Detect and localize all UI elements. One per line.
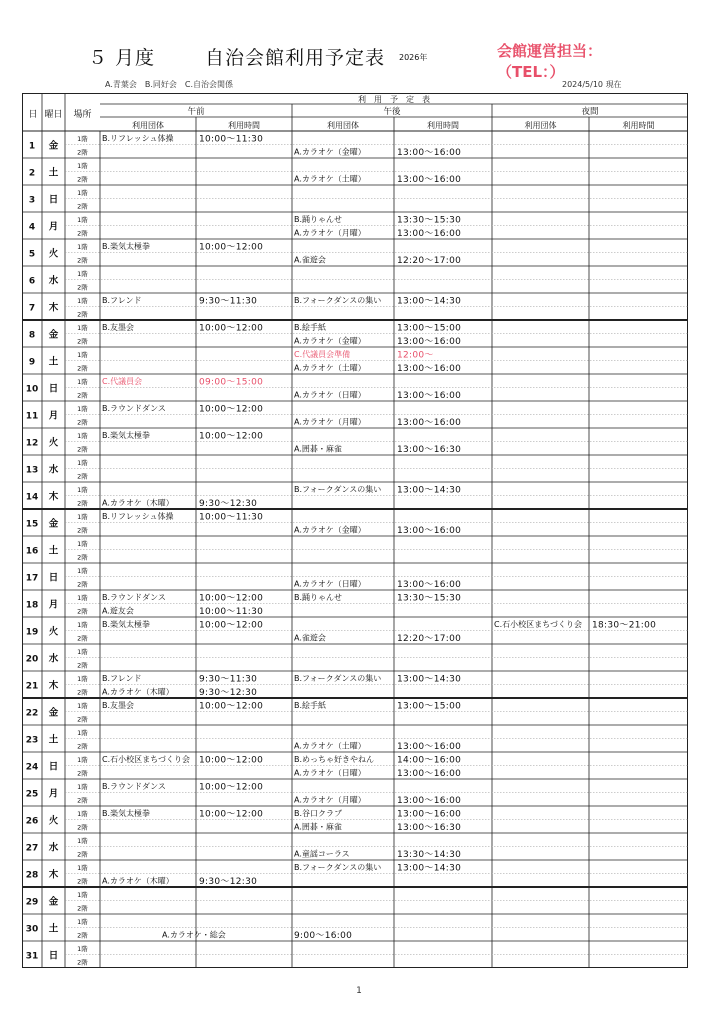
booking-group: A.カラオケ（月曜）	[294, 417, 366, 427]
weekday: 水	[48, 464, 59, 476]
floor-2-label: 2階	[77, 148, 88, 157]
weekday: 木	[48, 302, 59, 314]
booking-time: 09:00～15:00	[199, 377, 264, 388]
booking-group: A.雀遊会	[294, 633, 326, 643]
col-time-header: 利用時間	[427, 121, 459, 130]
booking-time: 13:00～16:00	[397, 809, 462, 820]
floor-2-label: 2階	[77, 931, 88, 940]
day-number: 28	[25, 870, 39, 881]
tel-label: （TEL：）	[497, 63, 565, 81]
floor-2-label: 2階	[77, 445, 88, 454]
weekday: 日	[48, 194, 59, 206]
floor-2-label: 2階	[77, 580, 88, 589]
booking-group: B.踊りゃんせ	[294, 215, 343, 224]
booking-group: A.カラオケ（金曜）	[294, 525, 366, 535]
booking-time: 13:00～15:00	[397, 701, 462, 712]
floor-2-label: 2階	[77, 310, 88, 319]
day-number: 16	[25, 546, 39, 557]
weekday: 土	[48, 545, 59, 557]
day-number: 31	[25, 951, 39, 962]
floor-2-label: 2階	[77, 769, 88, 778]
booking-time: 12:20～17:00	[397, 256, 462, 266]
booking-time: 13:00～14:30	[397, 863, 462, 874]
floor-2-label: 2階	[77, 229, 88, 238]
floor-1-label: 1階	[77, 864, 88, 872]
booking-time: 12:20～17:00	[397, 634, 462, 644]
floor-1-label: 1階	[77, 783, 88, 791]
booking-time: 10:00～11:30	[199, 512, 264, 523]
booking-time: 10:00～12:00	[199, 593, 264, 604]
booking-group: B.楽気太極拳	[102, 620, 151, 629]
day-number: 19	[25, 627, 39, 638]
day-number: 24	[25, 762, 39, 773]
floor-1-label: 1階	[77, 216, 88, 224]
col-place-header: 場所	[73, 110, 92, 120]
booking-time: 13:00～16:00	[397, 580, 462, 590]
day-number: 4	[28, 222, 36, 233]
floor-2-label: 2階	[77, 418, 88, 427]
booking-group: B.ラウンドダンス	[102, 593, 166, 602]
booking-group: B.フレンド	[102, 296, 142, 305]
weekday: 水	[48, 842, 59, 854]
booking-group: B.リフレッシュ体操	[102, 134, 174, 143]
booking-group: A.カラオケ（日曜）	[294, 579, 366, 589]
weekday: 金	[48, 896, 59, 908]
day-number: 20	[25, 654, 39, 665]
booking-time: 13:00～16:30	[397, 445, 462, 455]
booking-time: 13:00～16:00	[397, 175, 462, 185]
booking-time: 14:00～16:00	[397, 755, 462, 766]
booking-time: 10:00～12:00	[199, 404, 264, 415]
day-number: 17	[25, 573, 39, 584]
booking-group: B.踊りゃんせ	[294, 593, 343, 602]
day-number: 8	[28, 330, 36, 341]
day-number: 6	[28, 276, 36, 287]
weekday: 土	[48, 167, 59, 179]
schedule-table	[22, 93, 688, 968]
booking-group: C.代議員会準備	[294, 350, 351, 359]
floor-1-label: 1階	[77, 378, 88, 386]
weekday: 水	[48, 653, 59, 665]
floor-1-label: 1階	[77, 594, 88, 602]
floor-2-label: 2階	[77, 715, 88, 724]
booking-group: A.童謡コーラス	[294, 849, 350, 859]
floor-2-label: 2階	[77, 796, 88, 805]
morning-header: 午前	[187, 107, 205, 117]
day-number: 23	[25, 735, 39, 746]
floor-2-label: 2階	[77, 607, 88, 616]
weekday: 月	[48, 599, 59, 611]
floor-2-label: 2階	[77, 553, 88, 562]
day-number: 29	[25, 897, 39, 908]
booking-group: B.友墨会	[102, 701, 135, 710]
booking-group: B.フォークダンスの集い	[294, 863, 382, 872]
floor-1-label: 1階	[77, 162, 88, 170]
floor-1-label: 1階	[77, 486, 88, 494]
floor-1-label: 1階	[77, 540, 88, 548]
booking-time: 13:00～16:00	[397, 148, 462, 158]
day-number: 14	[25, 492, 39, 503]
booking-time: 10:00～12:00	[199, 431, 264, 442]
booking-group: A.カラオケ（木曜）	[102, 687, 174, 697]
day-number: 9	[28, 357, 36, 368]
booking-group: A.カラオケ（日曜）	[294, 768, 366, 778]
weekday: 火	[48, 248, 59, 260]
booking-group: B.絵手紙	[294, 701, 327, 710]
weekday: 金	[48, 707, 59, 719]
weekday: 金	[48, 518, 59, 530]
booking-group: C.代議員会	[102, 377, 143, 386]
weekday: 土	[48, 923, 59, 935]
booking-group: B.ラウンドダンス	[102, 404, 166, 413]
booking-time: 9:30～11:30	[199, 674, 258, 685]
day-number: 5	[28, 249, 36, 260]
booking-time: 10:00～12:00	[199, 701, 264, 712]
weekday: 月	[48, 788, 59, 800]
booking-time: 13:00～14:30	[397, 674, 462, 685]
booking-time: 13:00～14:30	[397, 296, 462, 307]
floor-2-label: 2階	[77, 391, 88, 400]
floor-2-label: 2階	[77, 850, 88, 859]
floor-1-label: 1階	[77, 891, 88, 899]
floor-2-label: 2階	[77, 499, 88, 508]
usage-plan-header: 利 用 予 定 表	[358, 95, 430, 104]
floor-1-label: 1階	[77, 270, 88, 278]
booking-group: A.囲碁・麻雀	[294, 822, 342, 832]
floor-1-label: 1階	[77, 189, 88, 197]
booking-group: A.カラオケ（月曜）	[294, 795, 366, 805]
booking-time: 9:30～11:30	[199, 296, 258, 307]
floor-1-label: 1階	[77, 621, 88, 629]
booking-group: B.リフレッシュ体操	[102, 512, 174, 521]
page-header	[0, 0, 718, 95]
booking-time: 9:30～12:30	[199, 499, 258, 509]
floor-2-label: 2階	[77, 634, 88, 643]
booking-time: 13:30～15:30	[397, 215, 462, 226]
booking-time: 9:30～12:30	[199, 688, 258, 698]
weekday: 木	[48, 869, 59, 881]
floor-2-label: 2階	[77, 526, 88, 535]
booking-group: A.カラオケ・総会	[162, 930, 226, 940]
as-of-date: 2024/5/10 現在	[562, 80, 622, 89]
booking-group: C.石小校区まちづくり会	[494, 620, 583, 629]
booking-group: B.フレンド	[102, 674, 142, 683]
floor-2-label: 2階	[77, 877, 88, 886]
weekday: 木	[48, 680, 59, 692]
booking-time: 18:30～21:00	[592, 620, 657, 631]
floor-1-label: 1階	[77, 405, 88, 413]
floor-2-label: 2階	[77, 688, 88, 697]
weekday: 火	[48, 626, 59, 638]
floor-2-label: 2階	[77, 823, 88, 832]
weekday: 日	[48, 950, 59, 962]
floor-1-label: 1階	[77, 324, 88, 332]
month-label: ５ 月度	[88, 47, 156, 69]
day-number: 15	[25, 519, 39, 530]
booking-group: C.石小校区まちづくり会	[102, 755, 191, 764]
manager-label: 会館運営担当：	[497, 42, 603, 60]
legend: A.青葉会 B.同好会 C.自治会関係	[105, 80, 234, 89]
booking-time: 10:00～11:30	[199, 134, 264, 145]
booking-time: 13:00～16:00	[397, 391, 462, 401]
booking-time: 13:00～15:00	[397, 323, 462, 334]
col-time-header: 利用時間	[228, 121, 260, 130]
booking-group: B.楽気太極拳	[102, 242, 151, 251]
day-number: 3	[28, 195, 36, 206]
booking-time: 13:00～16:00	[397, 418, 462, 428]
booking-group: A.カラオケ（月曜）	[294, 228, 366, 238]
booking-group: B.フォークダンスの集い	[294, 485, 382, 494]
floor-1-label: 1階	[77, 432, 88, 440]
floor-1-label: 1階	[77, 918, 88, 926]
booking-time: 10:00～12:00	[199, 755, 264, 766]
booking-group: A.雀遊会	[294, 255, 326, 265]
col-group-header: 利用団体	[327, 121, 359, 130]
weekday: 月	[48, 221, 59, 233]
floor-1-label: 1階	[77, 513, 88, 521]
booking-time: 13:30～15:30	[397, 593, 462, 604]
day-number: 7	[28, 303, 36, 314]
booking-group: A.カラオケ（金曜）	[294, 147, 366, 157]
booking-time: 13:00～16:00	[397, 229, 462, 239]
day-number: 10	[25, 384, 39, 395]
booking-time: 13:00～16:00	[397, 337, 462, 347]
weekday: 日	[48, 383, 59, 395]
booking-time: 12:00～	[397, 350, 434, 361]
year-label: 2026年	[399, 53, 428, 62]
weekday: 月	[48, 410, 59, 422]
floor-1-label: 1階	[77, 675, 88, 683]
day-number: 18	[25, 600, 39, 611]
booking-group: A.囲碁・麻雀	[294, 444, 342, 454]
booking-group: B.フォークダンスの集い	[294, 296, 382, 305]
floor-1-label: 1階	[77, 567, 88, 575]
day-number: 11	[25, 411, 39, 422]
floor-2-label: 2階	[77, 337, 88, 346]
booking-time: 10:00～12:00	[199, 323, 264, 334]
booking-time: 10:00～12:00	[199, 620, 264, 631]
booking-group: B.めっちゃ好きやねん	[294, 755, 374, 764]
booking-group: B.フォークダンスの集い	[294, 674, 382, 683]
weekday: 金	[48, 140, 59, 152]
floor-1-label: 1階	[77, 810, 88, 818]
day-number: 30	[25, 924, 39, 935]
booking-time: 13:00～16:00	[397, 769, 462, 779]
floor-1-label: 1階	[77, 756, 88, 764]
weekday: 日	[48, 761, 59, 773]
booking-group: A.遊友会	[102, 606, 134, 616]
day-number: 13	[25, 465, 39, 476]
booking-group: A.カラオケ（木曜）	[102, 876, 174, 886]
col-group-header: 利用団体	[524, 121, 557, 130]
booking-group: B.楽気太極拳	[102, 431, 151, 440]
day-number: 2	[28, 168, 36, 179]
booking-group: A.カラオケ（木曜）	[102, 498, 174, 508]
day-number: 1	[28, 141, 36, 152]
booking-time: 13:00～14:30	[397, 485, 462, 496]
weekday: 日	[48, 572, 59, 584]
booking-time: 13:00～16:00	[397, 526, 462, 536]
floor-2-label: 2階	[77, 661, 88, 670]
floor-1-label: 1階	[77, 945, 88, 953]
booking-group: B.ラウンドダンス	[102, 782, 166, 791]
weekday: 土	[48, 734, 59, 746]
floor-2-label: 2階	[77, 283, 88, 292]
weekday: 土	[48, 356, 59, 368]
booking-time: 10:00～12:00	[199, 809, 264, 820]
schedule-grid	[22, 93, 688, 968]
floor-1-label: 1階	[77, 351, 88, 359]
floor-2-label: 2階	[77, 175, 88, 184]
weekday: 水	[48, 275, 59, 287]
day-number: 27	[25, 843, 39, 854]
floor-2-label: 2階	[77, 472, 88, 481]
floor-1-label: 1階	[77, 243, 88, 251]
booking-time: 13:00～16:30	[397, 823, 462, 833]
booking-group: A.カラオケ（日曜）	[294, 390, 366, 400]
weekday: 木	[48, 491, 59, 503]
booking-group: A.カラオケ（金曜）	[294, 336, 366, 346]
col-weekday-header: 曜日	[44, 110, 63, 120]
floor-1-label: 1階	[77, 135, 88, 143]
booking-group: B.楽気太極拳	[102, 809, 151, 818]
weekday: 火	[48, 437, 59, 449]
col-group-header: 利用団体	[132, 121, 164, 130]
floor-1-label: 1階	[77, 648, 88, 656]
afternoon-header: 午後	[383, 107, 401, 117]
col-time-header: 利用時間	[622, 121, 655, 130]
floor-2-label: 2階	[77, 904, 88, 913]
day-number: 26	[25, 816, 39, 827]
floor-2-label: 2階	[77, 364, 88, 373]
floor-1-label: 1階	[77, 297, 88, 305]
page-number: 1	[356, 986, 362, 996]
booking-group: B.谷口クラブ	[294, 809, 343, 818]
day-number: 22	[25, 708, 39, 719]
booking-time: 10:00～12:00	[199, 782, 264, 793]
day-number: 12	[25, 438, 39, 449]
booking-group: B.友墨会	[102, 323, 135, 332]
floor-2-label: 2階	[77, 256, 88, 265]
booking-group: A.カラオケ（土曜）	[294, 741, 366, 751]
night-header: 夜間	[581, 107, 599, 117]
floor-1-label: 1階	[77, 729, 88, 737]
booking-time: 10:00～12:00	[199, 242, 264, 253]
booking-time: 10:00～11:30	[199, 607, 264, 617]
booking-time: 13:00～16:00	[397, 742, 462, 752]
floor-2-label: 2階	[77, 958, 88, 967]
day-number: 21	[25, 681, 39, 692]
booking-time: 13:00～16:00	[397, 364, 462, 374]
weekday: 金	[48, 329, 59, 341]
booking-group: A.カラオケ（土曜）	[294, 363, 366, 373]
floor-1-label: 1階	[77, 837, 88, 845]
booking-time: 9:30～12:30	[199, 877, 258, 887]
floor-1-label: 1階	[77, 702, 88, 710]
booking-time: 9:00～16:00	[294, 931, 353, 941]
booking-group: B.絵手紙	[294, 323, 327, 332]
floor-2-label: 2階	[77, 742, 88, 751]
day-number: 25	[25, 789, 39, 800]
floor-1-label: 1階	[77, 459, 88, 467]
booking-time: 13:30～14:30	[397, 850, 462, 860]
booking-group: A.カラオケ（土曜）	[294, 174, 366, 184]
floor-2-label: 2階	[77, 202, 88, 211]
col-day-header: 日	[28, 110, 38, 120]
booking-time: 13:00～16:00	[397, 796, 462, 806]
page-title: 自治会館利用予定表	[205, 47, 386, 69]
weekday: 火	[48, 815, 59, 827]
